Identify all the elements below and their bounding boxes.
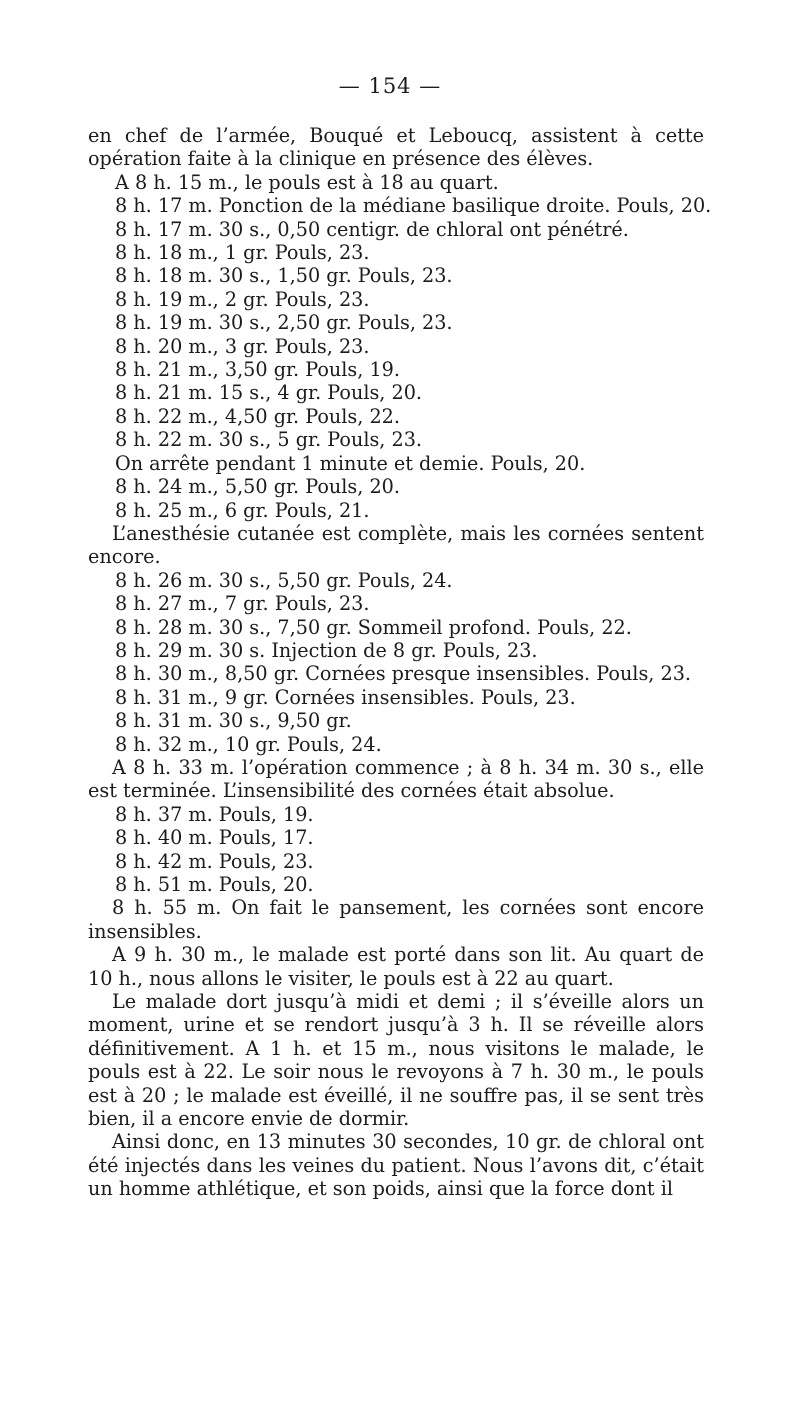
log-entry: 8 h. 27 m., 7 gr. Pouls, 23. (115, 592, 370, 616)
page-number: — 154 — (338, 74, 442, 98)
log-entry: 8 h. 22 m., 4,50 gr. Pouls, 22. (115, 404, 400, 428)
log-entry: 8 h. 21 m. 15 s., 4 gr. Pouls, 20. (115, 381, 423, 405)
log-entry: 8 h. 19 m., 2 gr. Pouls, 23. (115, 287, 370, 311)
log-entry: 8 h. 17 m. 30 s., 0,50 centigr. de chloral ont pénétré. (115, 217, 629, 241)
log-entry: 8 h. 28 m. 30 s., 7,50 gr. Sommeil profond. Pouls, 22. (115, 615, 632, 639)
log-entry: 8 h. 31 m., 9 gr. Cornées insensibles. Pouls, 23. (115, 685, 576, 709)
log-entry: 8 h. 22 m. 30 s., 5 gr. Pouls, 23. (115, 428, 423, 452)
log-entry: 8 h. 21 m., 3,50 gr. Pouls, 19. (115, 358, 400, 382)
log-entry: 8 h. 18 m. 30 s., 1,50 gr. Pouls, 23. (115, 264, 453, 288)
paragraph: A 9 h. 30 m., le malade est porté dans son lit. Au quart de 10 h., nous allons le visiter, le pouls est à 22 au quart. (88, 943, 704, 990)
log-entry: 8 h. 42 m. Pouls, 23. (115, 849, 314, 873)
log-entry: 8 h. 30 m., 8,50 gr. Cornées presque insensibles. Pouls, 23. (115, 662, 691, 686)
log-entry: On arrête pendant 1 minute et demie. Pouls, 20. (115, 451, 586, 475)
log-entry: 8 h. 19 m. 30 s., 2,50 gr. Pouls, 23. (115, 311, 453, 335)
log-entry: 8 h. 29 m. 30 s. Injection de 8 gr. Pouls, 23. (115, 638, 538, 662)
log-entry: 8 h. 20 m., 3 gr. Pouls, 23. (115, 334, 370, 358)
log-entry: 8 h. 24 m., 5,50 gr. Pouls, 20. (115, 475, 400, 499)
log-entry: 8 h. 32 m., 10 gr. Pouls, 24. (115, 732, 382, 756)
paragraph-continuation: en chef de l’armée, Bouqué et Leboucq, assistent à cette opération faite à la clinique en présence des élèves. (88, 124, 704, 171)
paragraph: L’anesthésie cutanée est complète, mais les cornées sentent encore. (88, 521, 704, 569)
log-entry: A 8 h. 15 m., le pouls est à 18 au quart. (115, 170, 499, 194)
log-entry: 8 h. 17 m. Ponction de la médiane basilique droite. Pouls, 20. (115, 194, 712, 218)
paragraph: 8 h. 55 m. On fait le pansement, les cornées sont encore insensibles. (88, 896, 704, 943)
paragraph: Le malade dort jusqu’à midi et demi ; il s’éveille alors un moment, urine et se rendort jusqu’à 3 h. Il se réveille alors définitivement. A 1 h. et 15 m., nous visitons le malade, le pouls est à 22. Le soir nous le revoyons à 7 h. 30 m., le pouls est à 20 ; le malade est éveillé, il ne souffre pas, il se sent très bien, il a encore envie de dormir. (88, 990, 704, 1131)
log-entry: 8 h. 25 m., 6 gr. Pouls, 21. (115, 498, 370, 522)
paragraph: A 8 h. 33 m. l’opération commence ; à 8 h. 34 m. 30 s., elle est terminée. L’insensibilité des cornées était absolue. (88, 755, 704, 803)
log-entry: 8 h. 51 m. Pouls, 20. (115, 873, 314, 896)
body-text (88, 124, 712, 1201)
log-entry: 8 h. 40 m. Pouls, 17. (115, 826, 314, 850)
log-entry: 8 h. 31 m. 30 s., 9,50 gr. (115, 709, 352, 733)
log-entry: 8 h. 18 m., 1 gr. Pouls, 23. (115, 241, 370, 265)
log-entry: 8 h. 26 m. 30 s., 5,50 gr. Pouls, 24. (115, 568, 453, 592)
paragraph: Ainsi donc, en 13 minutes 30 secondes, 10 gr. de chloral ont été injectés dans les veines du patient. Nous l’avons dit, c’était un homme athlétique, et son poids, ainsi que la force dont il (88, 1130, 704, 1201)
log-entry: 8 h. 37 m. Pouls, 19. (115, 802, 314, 826)
